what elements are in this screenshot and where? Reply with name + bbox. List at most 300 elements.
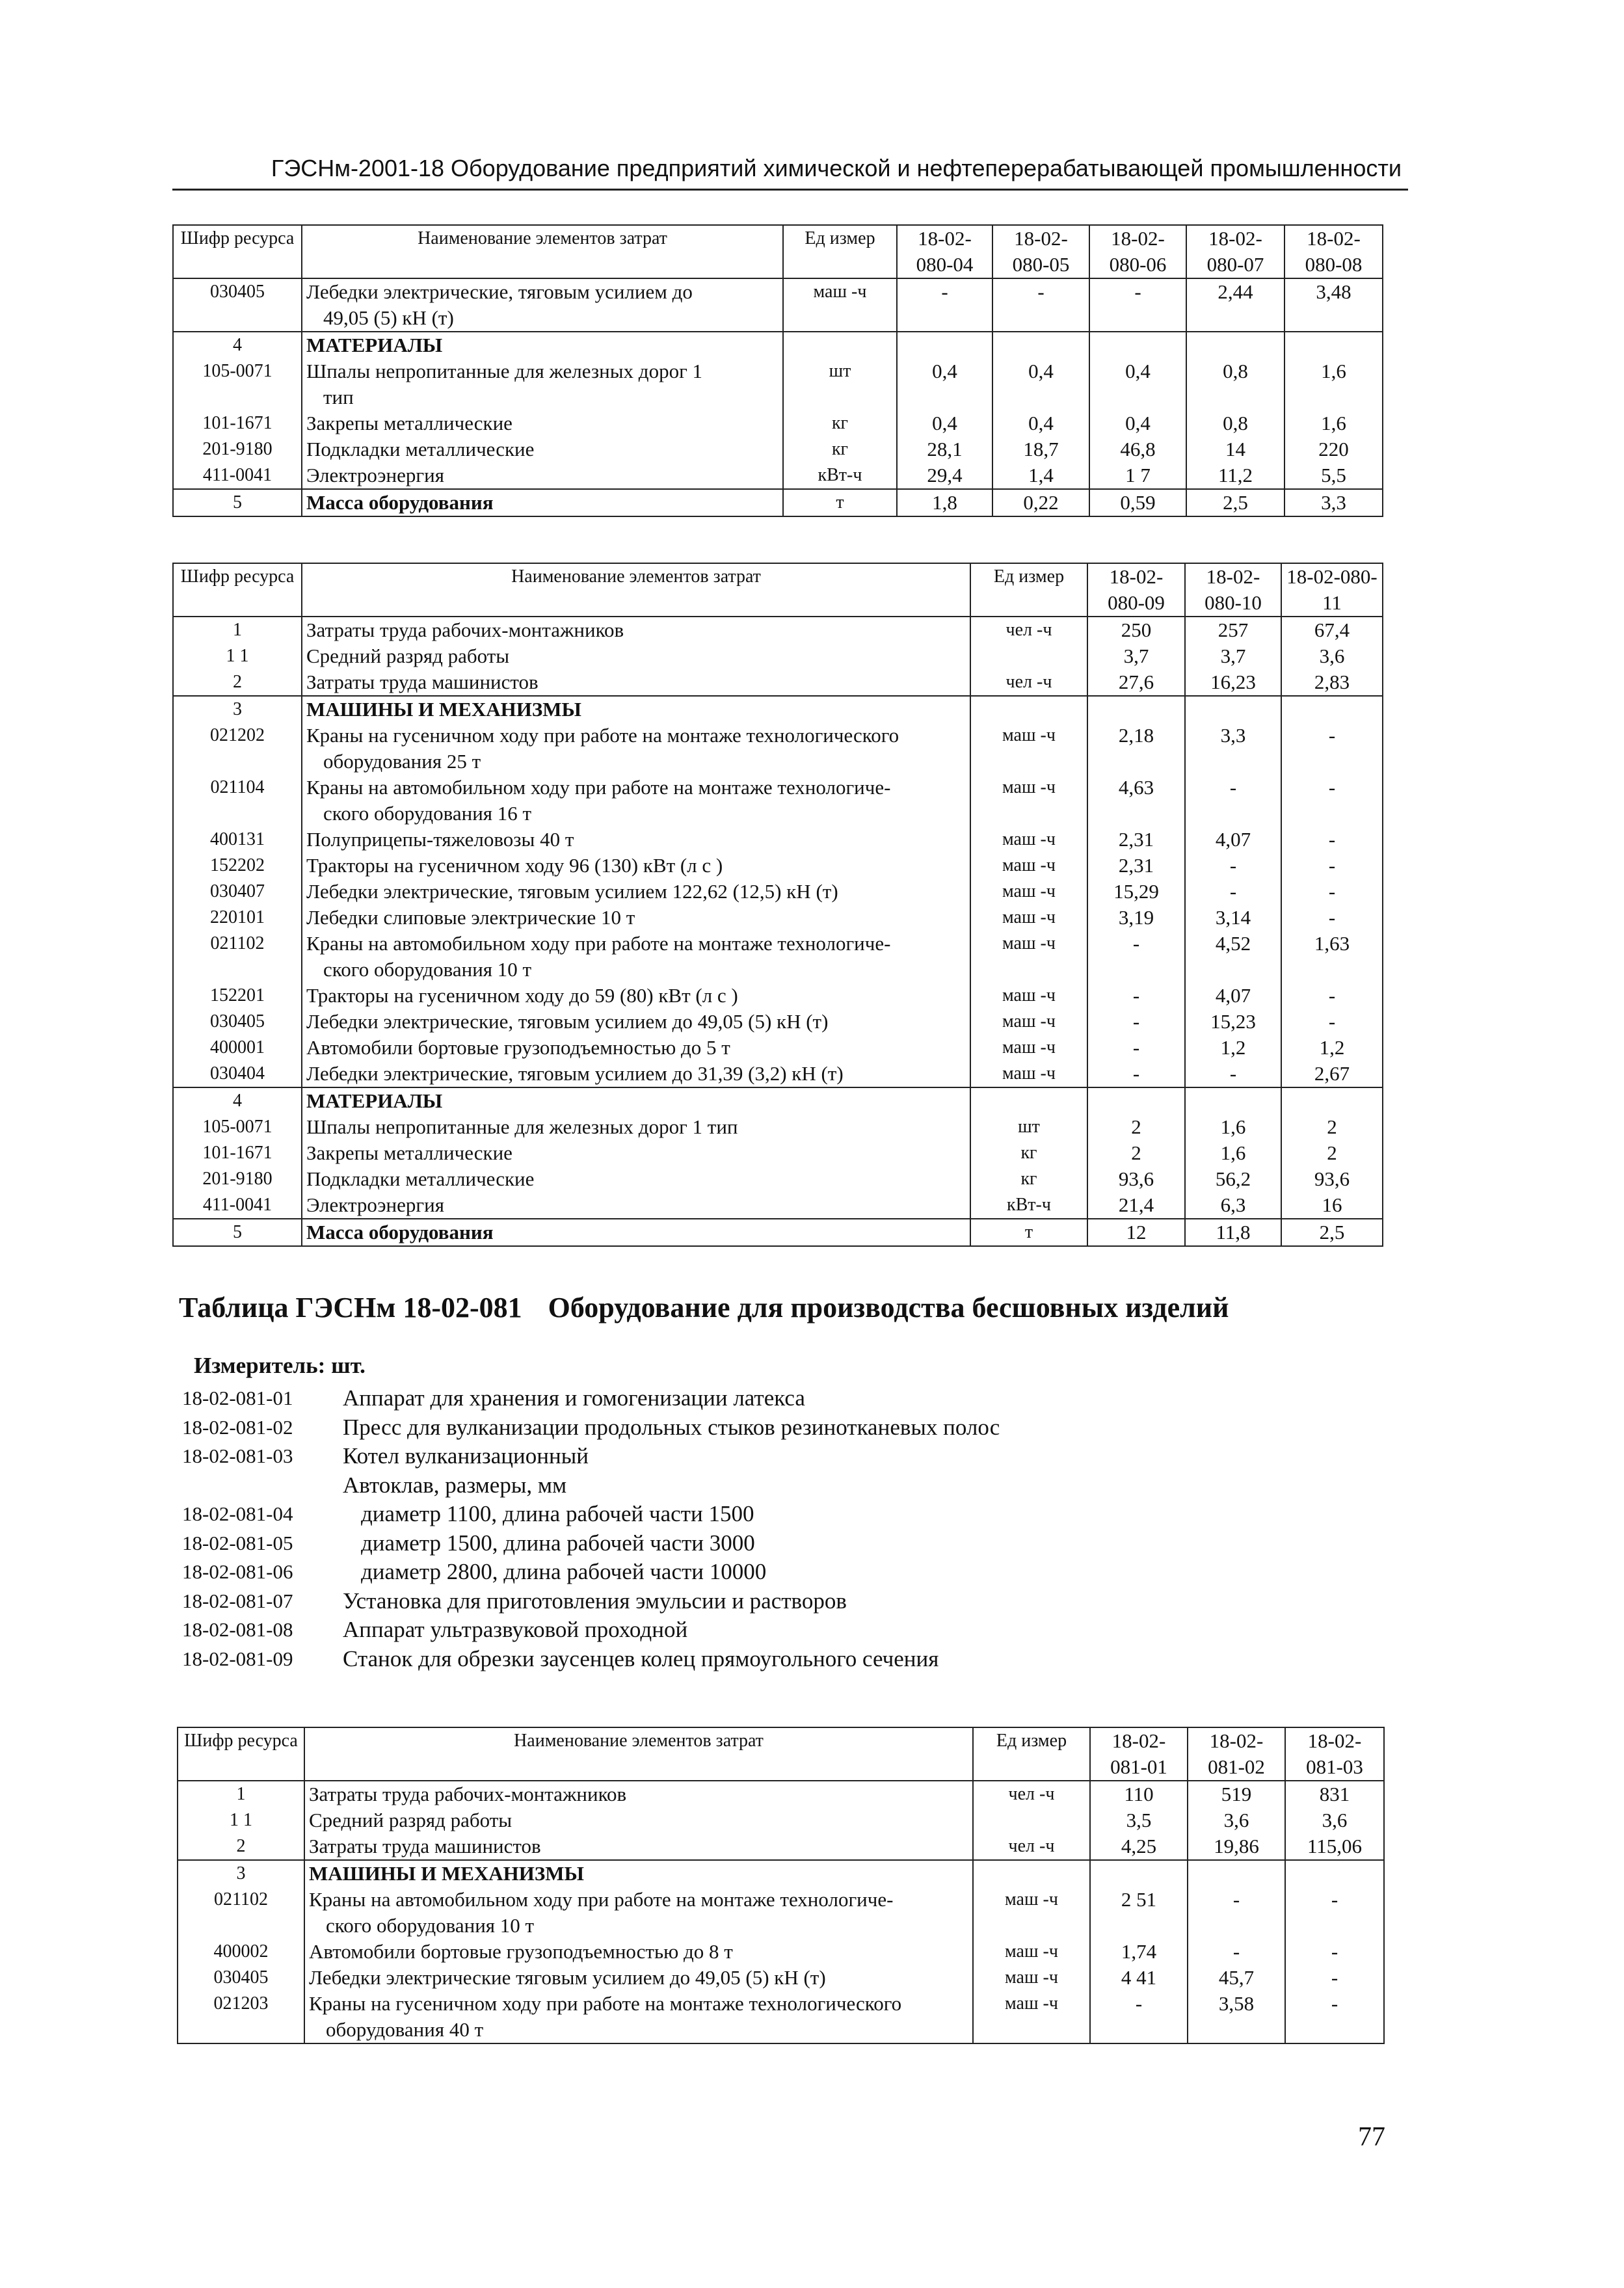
list-item [182,1616,1000,1645]
item-text: диаметр 1500, длина рабочей части 3000 [361,1530,755,1556]
unit-of-measure: чел -ч [973,1833,1090,1860]
cost-value: 115,06 [1285,1833,1384,1860]
cost-value: - [897,278,992,332]
cost-value: 0,8 [1186,410,1285,436]
header-col: 18-02-080-04 [897,225,992,278]
cost-item-name-text: МАТЕРИАЛЫ [306,1089,443,1112]
unit-of-measure: маш -ч [970,775,1087,827]
cost-value: 0,59 [1089,489,1186,516]
cost-value: 14 [1186,436,1285,462]
cost-value [1285,332,1383,358]
resource-code: 101-1671 [173,410,302,436]
cost-value: 0,4 [1089,358,1186,410]
cost-item-name [304,1807,973,1833]
cost-value: 28,1 [897,436,992,462]
cost-item-name-text: МАШИНЫ И МЕХАНИЗМЫ [306,698,581,721]
cost-value: 45,7 [1188,1965,1285,1991]
item-text: Аппарат для хранения и гомогенизации латекса [343,1385,805,1411]
header-col: 18-02-080-06 [1089,225,1186,278]
cost-item-name [302,1192,970,1219]
resource-code: 101-1671 [173,1140,302,1166]
cost-value: 4,25 [1090,1833,1188,1860]
resource-code: 201-9180 [173,436,302,462]
table-row [173,1140,1383,1166]
cost-value: 93,6 [1281,1166,1383,1192]
cost-value: 0,4 [1089,410,1186,436]
cost-value: 18,7 [992,436,1089,462]
cost-item-name [304,1939,973,1965]
cost-value: 2,5 [1281,1219,1383,1246]
unit-of-measure: кг [970,1166,1087,1192]
cost-item-name-text: Шпалы непропитанные для железных дорог 1 [306,360,703,382]
cost-value: 3,7 [1185,643,1281,669]
item-code: 18-02-081-07 [182,1589,293,1612]
resource-code: 4 [173,1087,302,1114]
item-text: Пресс для вулканизации продольных стыков резинотканевых полос [343,1414,1000,1440]
section-row [173,1219,1383,1246]
cost-value: - [1285,1887,1384,1939]
cost-value: - [1188,1887,1285,1939]
resource-code: 4 [173,332,302,358]
cost-item-name-text: МАТЕРИАЛЫ [306,334,443,356]
cost-item-name [302,436,783,462]
list-item [182,1500,1000,1529]
resource-code: 411-0041 [173,462,302,489]
cost-value: 1,6 [1285,358,1383,410]
cost-item-name-text: Автомобили бортовые грузоподъемностью до 5 т [306,1036,730,1059]
cost-value: 250 [1087,617,1185,643]
resource-code: 021102 [178,1887,304,1939]
table-row [173,1009,1383,1035]
cost-item-name-text: Краны на гусеничном ходу при работе на монтаже технологического [309,1992,902,2015]
cost-value: 56,2 [1185,1166,1281,1192]
unit-of-measure: т [783,489,897,516]
cost-value: - [1087,1061,1185,1087]
cost-value: 3,6 [1285,1807,1384,1833]
cost-item-name-text: Шпалы непропитанные для железных дорог 1 тип [306,1115,738,1138]
resource-code: 2 [178,1833,304,1860]
cost-item-name-text: Краны на автомобильном ходу при работе на монтаже технологиче- [306,776,891,799]
header-col: 18-02-081-03 [1285,1727,1384,1781]
cost-value: 3,58 [1188,1991,1285,2043]
resource-code: 030405 [178,1965,304,1991]
unit-of-measure: чел -ч [970,617,1087,643]
cost-item-name [304,1991,973,2043]
cost-item-name-text: Краны на гусеничном ходу при работе на монтаже технологического [306,724,899,747]
item-code: 18-02-081-03 [182,1444,293,1467]
unit-of-measure: маш -ч [970,723,1087,775]
page-number: 77 [1358,2122,1385,2152]
unit-of-measure: кг [783,436,897,462]
cost-value: 3,3 [1285,489,1383,516]
cost-item-name-text: Электроэнергия [306,464,444,486]
resource-code: 021202 [173,723,302,775]
cost-value: 1,4 [992,462,1089,489]
unit-of-measure: маш -ч [973,1965,1090,1991]
header-unit: Ед измер [783,225,897,278]
cost-value: 15,23 [1185,1009,1281,1035]
unit-of-measure: кВт-ч [783,462,897,489]
resource-table-080-09-11 [172,563,1383,1247]
table-row [178,1939,1384,1965]
resource-code: 2 [173,669,302,696]
cost-item-name-text: Средний разряд работы [306,645,510,667]
cost-item-name-text: Лебедки электрические, тяговым усилием до 49,05 (5) кН (т) [306,1010,829,1033]
cost-value: - [1087,931,1185,983]
cost-item-name-continuation: ского оборудования 10 т [326,1914,535,1937]
cost-value [1090,1860,1188,1887]
cost-value [992,332,1089,358]
item-code: 18-02-081-02 [182,1415,293,1439]
unit-of-measure: маш -ч [973,1991,1090,2043]
cost-value: - [1285,1965,1384,1991]
table-row [178,1781,1384,1807]
table-row [173,617,1383,643]
unit-of-measure: чел -ч [970,669,1087,696]
cost-value [1087,696,1185,723]
cost-value: 2 [1281,1114,1383,1140]
item-text: Аппарат ультразвуковой проходной [343,1617,688,1642]
page-header [172,155,1408,191]
table-row [173,931,1383,983]
cost-value: 12 [1087,1219,1185,1246]
table-row [173,775,1383,827]
cost-value: - [1281,775,1383,827]
unit-of-measure [783,332,897,358]
cost-value: 2,31 [1087,853,1185,879]
section-row [173,332,1383,358]
header-unit: Ед измер [970,563,1087,617]
cost-item-name [302,905,970,931]
table-header-row [173,225,1383,278]
header-col: 18-02-081-02 [1188,1727,1285,1781]
cost-value: 4,07 [1185,983,1281,1009]
cost-value: 1,63 [1281,931,1383,983]
cost-value: 21,4 [1087,1192,1185,1219]
cost-value: 4 41 [1090,1965,1188,1991]
cost-value: 2,5 [1186,489,1285,516]
cost-item-name [302,775,970,827]
cost-value: 1,2 [1185,1035,1281,1061]
resource-code: 152201 [173,983,302,1009]
table-row [173,827,1383,853]
cost-item-name [302,1087,970,1114]
cost-item-name [302,617,970,643]
cost-value: 3,7 [1087,643,1185,669]
item-code: 18-02-081-05 [182,1531,293,1554]
unit-of-measure: маш -ч [970,1035,1087,1061]
table-row [173,1035,1383,1061]
cost-value: 519 [1188,1781,1285,1807]
cost-value: 2,44 [1186,278,1285,332]
section-row [173,1087,1383,1114]
table-row [173,410,1383,436]
cost-item-name [302,669,970,696]
table-row [173,853,1383,879]
item-text: Установка для приготовления эмульсии и растворов [343,1588,847,1614]
table-row [173,278,1383,332]
cost-value: - [1185,879,1281,905]
unit-of-measure: маш -ч [970,1061,1087,1087]
unit-of-measure: маш -ч [970,983,1087,1009]
unit-of-measure [970,1087,1087,1114]
cost-value: 2 51 [1090,1887,1188,1939]
header-col: 18-02-081-01 [1090,1727,1188,1781]
unit-of-measure: шт [783,358,897,410]
cost-value: - [1285,1939,1384,1965]
cost-value: 1,6 [1185,1140,1281,1166]
cost-item-name [302,1140,970,1166]
cost-value: - [1185,853,1281,879]
header-code: Шифр ресурса [173,563,302,617]
item-text: диаметр 1100, длина рабочей части 1500 [361,1501,754,1526]
cost-value: 1,8 [897,489,992,516]
cost-value: 1,2 [1281,1035,1383,1061]
cost-value: 831 [1285,1781,1384,1807]
resource-code: 030405 [173,278,302,332]
table-row [173,462,1383,489]
cost-item-name [302,1061,970,1087]
unit-of-measure: маш -ч [970,827,1087,853]
cost-value: - [1188,1939,1285,1965]
unit-of-measure: маш -ч [970,931,1087,983]
cost-value: 2,31 [1087,827,1185,853]
cost-value: 11,2 [1186,462,1285,489]
cost-value: 5,5 [1285,462,1383,489]
cost-value: 16,23 [1185,669,1281,696]
cost-value: 2,67 [1281,1061,1383,1087]
header-col: 18-02-080-09 [1087,563,1185,617]
unit-of-measure: чел -ч [973,1781,1090,1807]
table-title-label: Таблица ГЭСНм 18-02-081 [179,1292,522,1324]
resource-code: 021102 [173,931,302,983]
header-col: 18-02-080-07 [1186,225,1285,278]
cost-value: 19,86 [1188,1833,1285,1860]
cost-item-name-text: Средний разряд работы [309,1809,512,1831]
cost-value: 0,4 [992,358,1089,410]
unit-of-measure: маш -ч [970,879,1087,905]
cost-item-name [302,358,783,410]
cost-value: 3,6 [1281,643,1383,669]
resource-code: 105-0071 [173,358,302,410]
resource-code: 021104 [173,775,302,827]
cost-value: - [1281,1009,1383,1035]
cost-item-name-text: Лебедки электрические, тяговым усилием 122,62 (12,5) кН (т) [306,880,838,903]
resource-code: 030407 [173,879,302,905]
cost-value: - [992,278,1089,332]
cost-item-name-text: Лебедки электрические тяговым усилием до 49,05 (5) кН (т) [309,1966,826,1989]
cost-value: - [1185,1061,1281,1087]
cost-item-name-text: Масса оборудования [306,1221,494,1244]
header-col: 18-02-080-05 [992,225,1089,278]
cost-item-name [302,489,783,516]
resource-code: 3 [173,696,302,723]
cost-item-name [302,1219,970,1246]
unit-of-measure [973,1860,1090,1887]
cost-item-name [302,1035,970,1061]
table-row [178,1833,1384,1860]
cost-value: 1 7 [1089,462,1186,489]
item-text: Станок для обрезки заусенцев колец прямоугольного сечения [343,1645,939,1671]
cost-value: 4,07 [1185,827,1281,853]
cost-value [897,332,992,358]
item-text: Автоклав, размеры, мм [343,1472,567,1498]
table-row [173,879,1383,905]
cost-value: 0,8 [1186,358,1285,410]
cost-value: 257 [1185,617,1281,643]
header-name: Наименование элементов затрат [302,225,783,278]
unit-of-measure: маш -ч [973,1887,1090,1939]
cost-value: - [1090,1991,1188,2043]
unit-of-measure: маш -ч [783,278,897,332]
measure-unit: Измеритель: шт. [194,1353,366,1378]
header-name: Наименование элементов затрат [302,563,970,617]
cost-item-name-text: Тракторы на гусеничном ходу 96 (130) кВт (л с ) [306,854,723,877]
resource-code: 152202 [173,853,302,879]
cost-item-name [304,1965,973,1991]
cost-value: 2 [1281,1140,1383,1166]
cost-item-name-continuation: ского оборудования 16 т [323,802,532,825]
header-title: ГЭСНм-2001-18 Оборудование предприятий химической и нефтеперерабатывающей промышленности [271,155,1402,181]
cost-item-name-continuation: оборудования 25 т [323,750,481,773]
cost-value: 4,63 [1087,775,1185,827]
cost-value: 93,6 [1087,1166,1185,1192]
cost-value: 15,29 [1087,879,1185,905]
item-code: 18-02-081-09 [182,1647,293,1670]
cost-item-name-text: Автомобили бортовые грузоподъемностью до 8 т [309,1940,733,1963]
table-row [178,1965,1384,1991]
cost-value: 2 [1087,1114,1185,1140]
cost-value: 29,4 [897,462,992,489]
unit-of-measure: кг [970,1140,1087,1166]
item-code: 18-02-081-04 [182,1502,293,1525]
table-row [173,1114,1383,1140]
cost-value [1186,332,1285,358]
cost-item-name [302,853,970,879]
cost-value [1281,1087,1383,1114]
header-rule [172,189,1408,191]
cost-value: 0,4 [897,410,992,436]
unit-of-measure: маш -ч [970,905,1087,931]
list-item [182,1384,1000,1413]
list-item [182,1558,1000,1587]
section-row [178,1860,1384,1887]
resource-code: 400001 [173,1035,302,1061]
cost-value: 4,52 [1185,931,1281,983]
table-row [173,723,1383,775]
list-item [182,1587,1000,1616]
cost-value [1185,696,1281,723]
cost-value: 46,8 [1089,436,1186,462]
cost-item-name [302,983,970,1009]
header-name: Наименование элементов затрат [304,1727,973,1781]
unit-of-measure [970,643,1087,669]
header-col: 18-02-080-11 [1281,563,1383,617]
cost-value: 2,83 [1281,669,1383,696]
table-row [173,905,1383,931]
cost-item-name [302,462,783,489]
section-row [173,696,1383,723]
cost-item-name [302,1166,970,1192]
cost-item-name-continuation: тип [323,386,354,408]
cost-value [1285,1860,1384,1887]
cost-value: 1,74 [1090,1939,1188,1965]
unit-of-measure: маш -ч [970,1009,1087,1035]
cost-item-name-text: Тракторы на гусеничном ходу до 59 (80) кВт (л с ) [306,984,738,1007]
cost-item-name [302,931,970,983]
cost-item-name [302,643,970,669]
cost-item-name-text: Масса оборудования [306,491,494,514]
cost-item-name-text: Лебедки слиповые электрические 10 т [306,906,635,929]
cost-value: 3,3 [1185,723,1281,775]
cost-item-name-text: Подкладки металлические [306,438,535,460]
cost-item-name-text: Краны на автомобильном ходу при работе на монтаже технологиче- [306,932,891,955]
cost-value: 11,8 [1185,1219,1281,1246]
cost-item-name-continuation: оборудования 40 т [326,2018,484,2041]
cost-value: 0,4 [992,410,1089,436]
cost-value: 110 [1090,1781,1188,1807]
cost-value: 2,18 [1087,723,1185,775]
resource-code: 5 [173,1219,302,1246]
cost-value: 220 [1285,436,1383,462]
cost-item-name [304,1887,973,1939]
list-item [182,1529,1000,1558]
cost-item-name [302,278,783,332]
table-header-row [178,1727,1384,1781]
resource-code: 220101 [173,905,302,931]
unit-of-measure: кг [783,410,897,436]
cost-item-name-text: Полуприцепы-тяжеловозы 40 т [306,828,574,851]
cost-item-name-text: Затраты труда рабочих-монтажников [306,619,624,641]
cost-value: 3,48 [1285,278,1383,332]
cost-item-name-text: Закрепы металлические [306,1141,512,1164]
resource-code: 1 [173,617,302,643]
cost-item-name-text: Краны на автомобильном ходу при работе на монтаже технологиче- [309,1888,894,1911]
cost-item-name [304,1833,973,1860]
resource-code: 1 1 [178,1807,304,1833]
resource-code: 5 [173,489,302,516]
table-row [173,1166,1383,1192]
header-code: Шифр ресурса [178,1727,304,1781]
table-row [178,1807,1384,1833]
cost-value: 67,4 [1281,617,1383,643]
resource-code: 1 1 [173,643,302,669]
cost-value [1185,1087,1281,1114]
table-title [179,1291,1229,1324]
resource-table-080-04-08 [172,224,1383,517]
unit-of-measure: маш -ч [970,853,1087,879]
header-col: 18-02-080-10 [1185,563,1281,617]
resource-code: 021203 [178,1991,304,2043]
cost-item-name-text: Затраты труда машинистов [306,671,539,693]
unit-of-measure [970,696,1087,723]
resource-code: 411-0041 [173,1192,302,1219]
cost-value: - [1281,983,1383,1009]
cost-value: 1,6 [1185,1114,1281,1140]
table-row [173,643,1383,669]
item-text: диаметр 2800, длина рабочей части 10000 [361,1559,767,1584]
cost-item-name-continuation: ского оборудования 10 т [323,958,532,981]
cost-value: 3,19 [1087,905,1185,931]
header-unit: Ед измер [973,1727,1090,1781]
cost-value [1188,1860,1285,1887]
cost-value [1281,696,1383,723]
cost-item-name [304,1781,973,1807]
cost-item-name [302,696,970,723]
cost-value: 0,4 [897,358,992,410]
cost-item-name-text: Подкладки металлические [306,1167,535,1190]
cost-value [1087,1087,1185,1114]
